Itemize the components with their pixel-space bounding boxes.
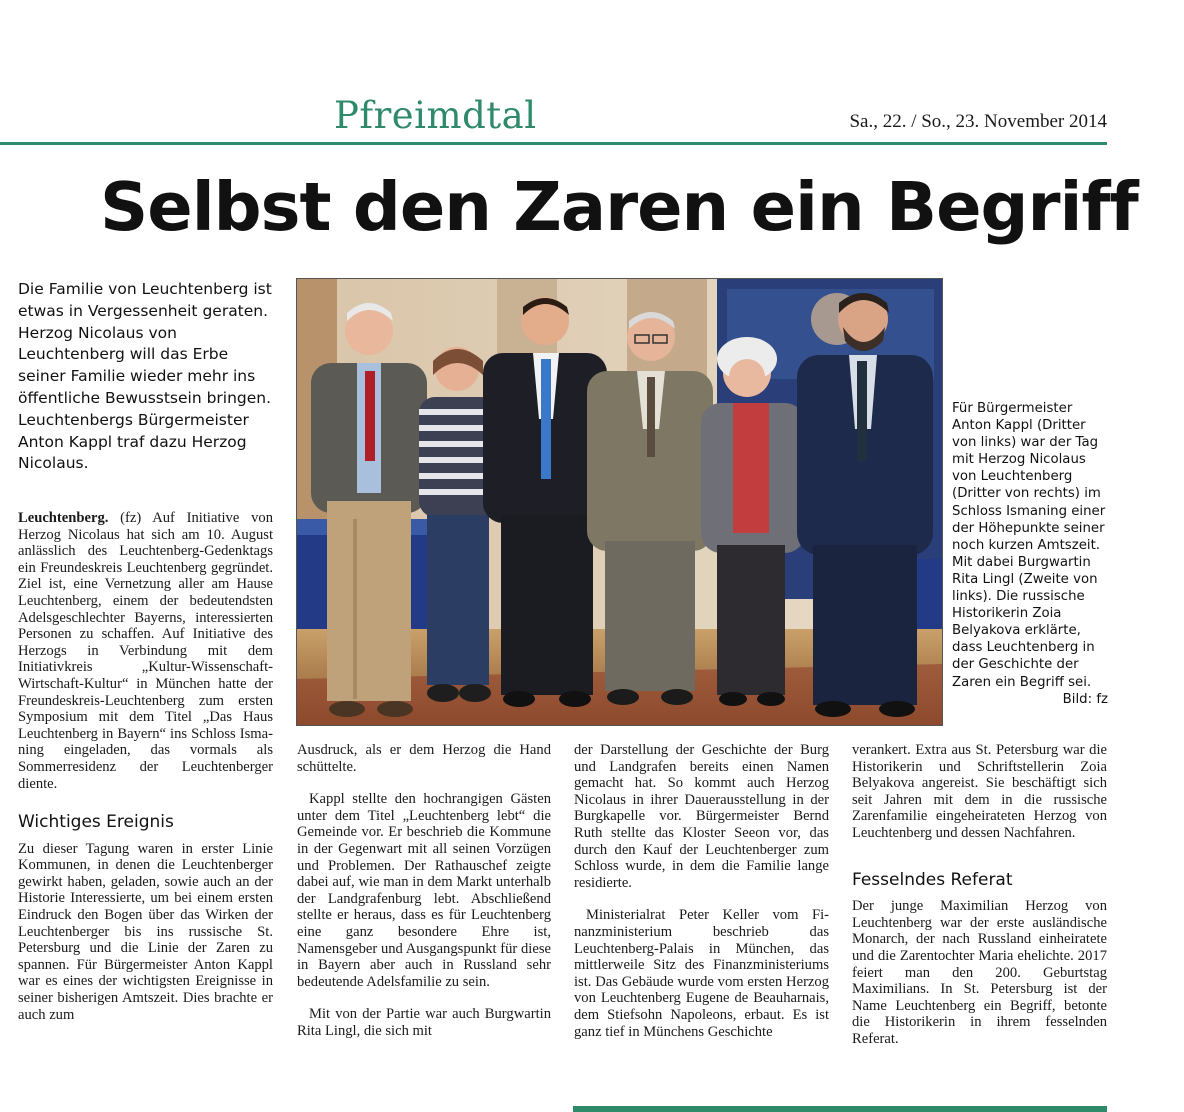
article-column-3 (574, 742, 829, 1040)
lead-paragraph: Die Familie von Leuchtenberg ist etwas in Vergessenheit geraten. Herzog Nicolaus von Leuchtenberg will das Erbe seiner Familie wieder mehr ins öffentliche Bewusstsein bringen. Leuchtenbergs Bürgermeister Anton Kappl traf dazu Herzog Nicolaus. (18, 280, 272, 473)
paragraph-1-text: (fz) Auf Initiative von Herzog Nicolaus hat sich am 10. August anlässlich des Leuchtenberg-Gedenktags ein Freundeskreis Leuchtenberg gegründet. Ziel ist, eine Vernetzung aller am Hause Leuchtenberg, einem der bedeutendsten Adelsgeschlechter Bayerns, interessierten Personen zu schaffen. Auf Initiative des Herzogs in Verbindung mit dem Initiativkreis „Kultur-Wissenschaft-Wirtschaft-Kultur“ in München hatte der Freundeskreis-Leuchtenberg zum ersten Symposium mit dem Titel „Das Haus Leuchtenberg in Bayern“ ins Schloss Ismaning eingeladen, das vormals als Sommerresidenz der Leuchtenberger diente. (18, 510, 273, 792)
section-title: Pfreimdtal (334, 94, 537, 137)
footer-rule (573, 1106, 1107, 1112)
photo-caption (952, 400, 1112, 708)
paragraph-7: Ministerialrat Peter Keller vom Finanzministerium beschrieb das Leuchtenberg-Palais in München, das mittlerweile Sitz des Finanzministeriums ist. Das Gebäude wurde vom ersten Herzog von Leuchtenberg Eugene de Beauharnais, dem Stiefsohn Napoleons, erbaut. Es ist ganz tief in Münchens Geschichte (574, 907, 829, 1040)
paragraph-6: der Darstellung der Geschichte der Burg und Landgrafen bereits einen Namen gemacht hat. So kommt auch Herzog Nicolaus in ihrer Dauerausstellung in der Burgkapelle vor. Bürgermeister Bernd Ruth stellte das Kloster Seeon vor, das durch den Kauf der Leuchtenberger zum Schloss wurde, in dem die Familie lange residierte. (574, 742, 829, 891)
subheading-wichtiges-ereignis: Wichtiges Ereignis (18, 812, 174, 833)
person-6 (797, 293, 933, 717)
paragraph-3: Ausdruck, als er dem Herzog die Hand schüttelte. (297, 742, 551, 775)
header-rule (0, 142, 1107, 145)
paragraph-8: verankert. Extra aus St. Petersburg war die Historikerin und Schriftstellerin Zoia Belyakova angereist. Sie beschäftigt sich seit Jahren mit dem in die russische Zarenfamilie eingeheirateten Herzog von Leuchtenberg und dessen Nachfahren. (852, 742, 1107, 841)
dateline: Leuchtenberg. (18, 510, 109, 526)
headline: Selbst den Zaren ein Begriff (100, 168, 1138, 246)
article-column-4 (852, 742, 1107, 1048)
article-photo (296, 278, 943, 726)
article-column-1 (18, 510, 273, 1023)
paragraph-4: Kappl stellte den hochrangigen Gästen unter dem Titel „Leuchtenberg lebt“ die Gemeinde vor. Er beschrieb die Kommune in der Gegenwart mit all seinen Vorzügen und Problemen. Der Rathauschef zeigte dabei auf, wie man in dem Markt unterhalb der Landgrafenburg lebt. Abschließend stellte er heraus, dass es für Leuchtenberg eine ganz besondere Ehre ist, Namensgeber und Ausgangspunkt für diese in Bayern aber auch in Russland sehr bedeutende Adelsfamilie zu sein. (297, 791, 551, 990)
paragraph-2: Zu dieser Tagung waren in erster Linie Kommunen, in denen die Leuchtenberger gewirkt haben, geladen, sowie auch an der Historie Interessierte, um bei einem ersten Eindruck den Bogen über das Wirken der Leuchtenberger bis ins russische St. Petersburg und die Linie der Zaren zu spannen. Für Bürgermeister Anton Kappl war es eines der wichtigsten Ereignisse in seiner bisherigen Amtszeit. Dies brachte er auch zum (18, 840, 273, 1023)
paragraph-9: Der junge Maximilian Herzog von Leuchtenberg war der erste ausländische Monarch, der nach Russland einheiratete und die Zarentochter Maria ehelichte. 2017 feiert man den 200. Geburtstag Maximilians. In St. Petersburg ist der Name Leuchtenberg ein Begriff, betonte die Historikerin in ihrem fesselnden Referat. (852, 898, 1107, 1047)
issue-date: Sa., 22. / So., 23. November 2014 (849, 111, 1107, 132)
paragraph-1 (18, 510, 273, 792)
caption-text: Für Bürgermeister Anton Kappl (Dritter von links) war der Tag mit Herzog Nicolaus von Leuchtenberg (Dritter von rechts) im Schloss Ismaning einer der Höhepunkte seiner noch kurzen Amtszeit. Mit dabei Burgwartin Rita Lingl (Zweite von links). Die russische Historikerin Zoia Belyakova erklärte, dass Leuchtenberg in der Geschichte der Zaren ein Begriff sei. (952, 401, 1106, 690)
person-1 (311, 303, 427, 717)
subheading-fesselndes-referat: Fesselndes Referat (852, 869, 1013, 890)
paragraph-5: Mit von der Partie war auch Burgwartin Rita Lingl, die sich mit (297, 1006, 551, 1039)
article-column-2 (297, 742, 551, 1040)
group-photo-illustration (297, 279, 943, 726)
photo-credit: Bild: fz (1062, 691, 1108, 707)
